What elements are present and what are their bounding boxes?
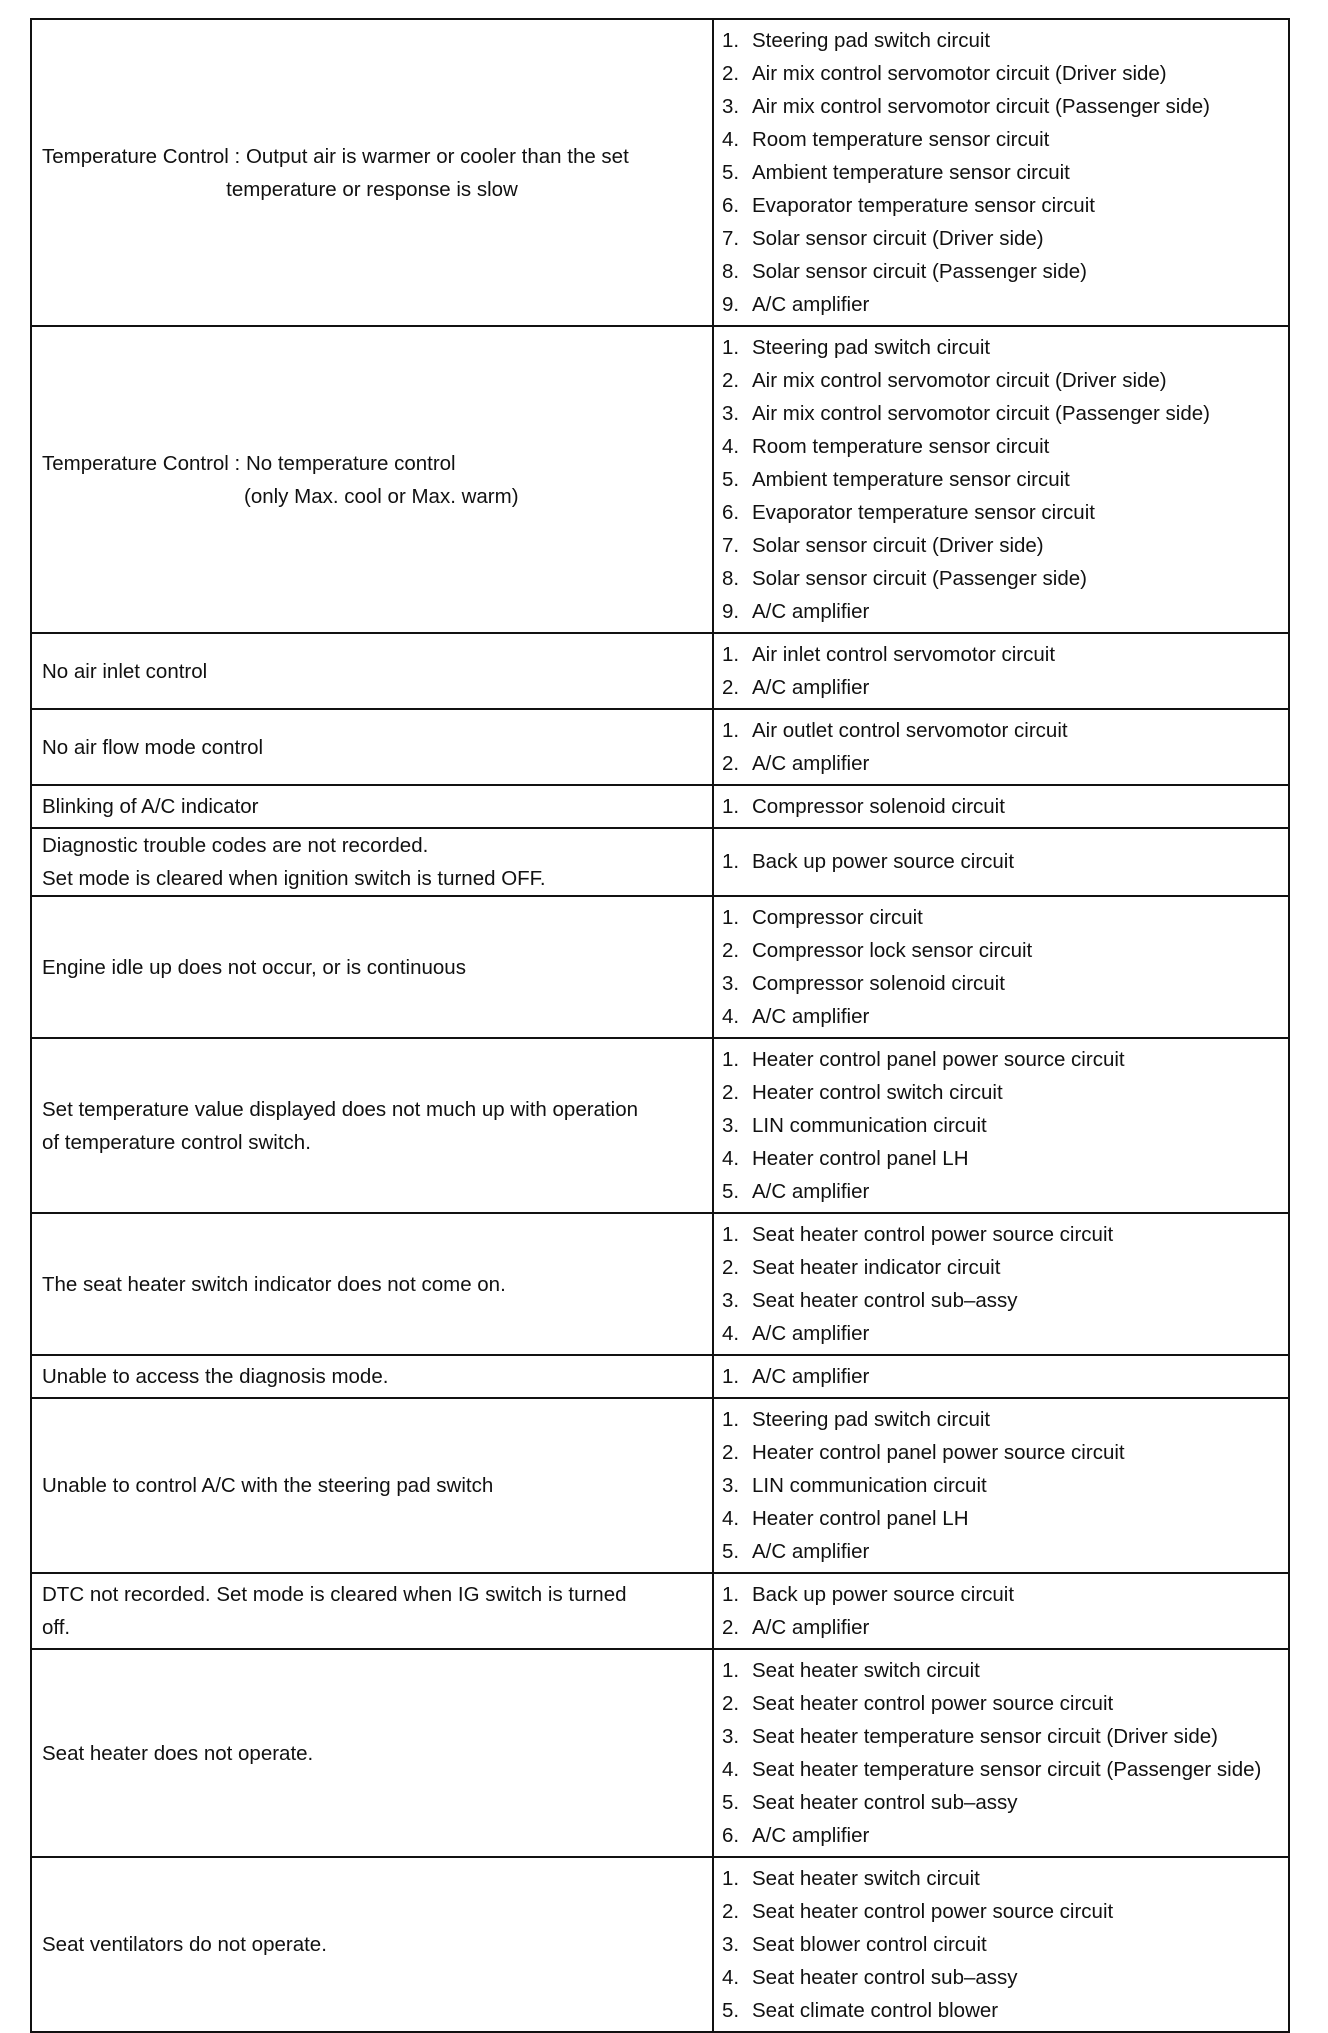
item-number: 4. bbox=[722, 1004, 740, 1028]
trouble-table-sheet bbox=[30, 18, 1290, 2022]
symptom-text: No air inlet control bbox=[42, 659, 208, 683]
item-number: 5. bbox=[722, 1790, 740, 1814]
symptom-cell bbox=[31, 1213, 713, 1355]
item-number: 2. bbox=[722, 1440, 740, 1464]
list-item bbox=[722, 189, 1280, 222]
item-text: LIN communication circuit bbox=[752, 1473, 987, 1497]
item-number: 2. bbox=[722, 751, 740, 775]
item-number: 1. bbox=[722, 1047, 740, 1071]
list-item bbox=[722, 1317, 1280, 1350]
list-item bbox=[722, 1175, 1280, 1208]
list-item bbox=[722, 1961, 1280, 1994]
item-text: Compressor solenoid circuit bbox=[752, 794, 1005, 818]
list-item bbox=[722, 156, 1280, 189]
table-row bbox=[31, 1398, 1289, 1573]
item-number: 1. bbox=[722, 905, 740, 929]
item-number: 2. bbox=[722, 1255, 740, 1279]
table-row bbox=[31, 896, 1289, 1038]
list-item bbox=[722, 1360, 1280, 1393]
item-number: 2. bbox=[722, 1080, 740, 1104]
list-item bbox=[722, 638, 1280, 671]
suspect-area-cell bbox=[713, 633, 1289, 709]
item-number: 4. bbox=[722, 1965, 740, 1989]
item-number: 3. bbox=[722, 971, 740, 995]
item-number: 2. bbox=[722, 368, 740, 392]
item-number: 2. bbox=[722, 1691, 740, 1715]
suspect-area-cell bbox=[713, 1573, 1289, 1649]
table-row bbox=[31, 19, 1289, 326]
item-number: 1. bbox=[722, 794, 740, 818]
item-text: Ambient temperature sensor circuit bbox=[752, 160, 1070, 184]
item-number: 3. bbox=[722, 1724, 740, 1748]
symptom-text: Seat heater does not operate. bbox=[42, 1741, 314, 1765]
suspect-area-cell bbox=[713, 19, 1289, 326]
list-item bbox=[722, 1753, 1280, 1786]
item-text: Seat heater control sub–assy bbox=[752, 1790, 1018, 1814]
item-number: 4. bbox=[722, 1146, 740, 1170]
item-number: 4. bbox=[722, 127, 740, 151]
item-number: 4. bbox=[722, 1321, 740, 1345]
table-row bbox=[31, 633, 1289, 709]
item-number: 3. bbox=[722, 94, 740, 118]
list-item bbox=[722, 1403, 1280, 1436]
item-text: Seat heater temperature sensor circuit (Passenger side) bbox=[752, 1757, 1262, 1781]
item-number: 1. bbox=[722, 1222, 740, 1246]
suspect-area-cell bbox=[713, 1398, 1289, 1573]
list-item bbox=[722, 24, 1280, 57]
symptom-cell bbox=[31, 896, 713, 1038]
list-item bbox=[722, 430, 1280, 463]
item-number: 6. bbox=[722, 1823, 740, 1847]
symptom-cell bbox=[31, 785, 713, 828]
list-item bbox=[722, 1142, 1280, 1175]
item-number: 3. bbox=[722, 1473, 740, 1497]
item-number: 1. bbox=[722, 1658, 740, 1682]
suspect-area-cell bbox=[713, 709, 1289, 785]
item-text: Compressor solenoid circuit bbox=[752, 971, 1005, 995]
list-item bbox=[722, 397, 1280, 430]
item-text: A/C amplifier bbox=[752, 1004, 870, 1028]
symptom-cell bbox=[31, 1398, 713, 1573]
list-item bbox=[722, 1076, 1280, 1109]
item-number: 7. bbox=[722, 226, 740, 250]
list-item bbox=[722, 364, 1280, 397]
table-body bbox=[31, 19, 1289, 2032]
list-item bbox=[722, 901, 1280, 934]
list-item bbox=[722, 595, 1280, 628]
list-item bbox=[722, 1994, 1280, 2027]
list-item bbox=[722, 1720, 1280, 1753]
item-number: 3. bbox=[722, 1288, 740, 1312]
symptom-text: Blinking of A/C indicator bbox=[42, 795, 259, 818]
symptom-text: temperature or response is slow bbox=[226, 177, 518, 201]
list-item bbox=[722, 967, 1280, 1000]
item-text: Air mix control servomotor circuit (Driver side) bbox=[752, 61, 1167, 85]
item-number: 2. bbox=[722, 61, 740, 85]
symptom-cell bbox=[31, 1857, 713, 2032]
list-item bbox=[722, 222, 1280, 255]
item-text: Heater control switch circuit bbox=[752, 1080, 1003, 1104]
table-row bbox=[31, 326, 1289, 633]
list-item bbox=[722, 1000, 1280, 1033]
symptom-text: Set temperature value displayed does not much up with operation bbox=[42, 1097, 639, 1121]
symptom-text: (only Max. cool or Max. warm) bbox=[244, 484, 519, 508]
item-text: A/C amplifier bbox=[752, 1364, 870, 1388]
item-text: Heater control panel LH bbox=[752, 1146, 969, 1170]
item-text: Room temperature sensor circuit bbox=[752, 434, 1050, 458]
symptom-cell bbox=[31, 1038, 713, 1213]
item-number: 8. bbox=[722, 259, 740, 283]
item-number: 1. bbox=[722, 1364, 740, 1388]
item-number: 1. bbox=[722, 28, 740, 52]
list-item bbox=[722, 1578, 1280, 1611]
item-text: A/C amplifier bbox=[752, 675, 870, 699]
list-item bbox=[722, 1654, 1280, 1687]
item-text: Heater control panel power source circuit bbox=[752, 1047, 1125, 1071]
item-text: Solar sensor circuit (Driver side) bbox=[752, 533, 1044, 557]
list-item bbox=[722, 288, 1280, 321]
item-text: Air inlet control servomotor circuit bbox=[752, 642, 1056, 666]
table-row bbox=[31, 1038, 1289, 1213]
item-number: 3. bbox=[722, 1113, 740, 1137]
item-text: Air mix control servomotor circuit (Passenger side) bbox=[752, 94, 1210, 118]
list-item bbox=[722, 562, 1280, 595]
list-item bbox=[722, 529, 1280, 562]
item-text: LIN communication circuit bbox=[752, 1113, 987, 1137]
item-number: 1. bbox=[722, 1866, 740, 1890]
suspect-area-cell bbox=[713, 1038, 1289, 1213]
symptom-cell bbox=[31, 1649, 713, 1857]
symptom-text: Engine idle up does not occur, or is continuous bbox=[42, 955, 466, 979]
list-item bbox=[722, 123, 1280, 156]
item-text: Steering pad switch circuit bbox=[752, 28, 991, 52]
suspect-area-cell bbox=[713, 1213, 1289, 1355]
trouble-symptom-table bbox=[30, 18, 1290, 2033]
item-number: 6. bbox=[722, 500, 740, 524]
item-text: Back up power source circuit bbox=[752, 850, 1015, 873]
item-text: Room temperature sensor circuit bbox=[752, 127, 1050, 151]
item-text: Steering pad switch circuit bbox=[752, 1407, 991, 1431]
symptom-cell bbox=[31, 828, 713, 896]
item-text: Solar sensor circuit (Driver side) bbox=[752, 226, 1044, 250]
list-item bbox=[722, 1611, 1280, 1644]
item-number: 8. bbox=[722, 566, 740, 590]
item-text: Seat heater control sub–assy bbox=[752, 1965, 1018, 1989]
item-text: Evaporator temperature sensor circuit bbox=[752, 500, 1095, 524]
list-item bbox=[722, 671, 1280, 704]
symptom-cell bbox=[31, 1573, 713, 1649]
list-item bbox=[722, 90, 1280, 123]
table-row bbox=[31, 785, 1289, 828]
item-text: A/C amplifier bbox=[752, 599, 870, 623]
item-number: 1. bbox=[722, 335, 740, 359]
symptom-text: Unable to access the diagnosis mode. bbox=[42, 1365, 389, 1388]
table-row bbox=[31, 1355, 1289, 1398]
list-item bbox=[722, 846, 1280, 879]
item-number: 4. bbox=[722, 1506, 740, 1530]
item-number: 5. bbox=[722, 1998, 740, 2022]
item-number: 2. bbox=[722, 1899, 740, 1923]
suspect-area-cell bbox=[713, 785, 1289, 828]
symptom-text: The seat heater switch indicator does not come on. bbox=[42, 1272, 506, 1296]
item-number: 2. bbox=[722, 675, 740, 699]
symptom-cell bbox=[31, 1355, 713, 1398]
item-text: Seat heater switch circuit bbox=[752, 1866, 980, 1890]
suspect-area-cell bbox=[713, 1649, 1289, 1857]
item-text: Seat heater switch circuit bbox=[752, 1658, 980, 1682]
item-text: Back up power source circuit bbox=[752, 1582, 1015, 1606]
symptom-text: off. bbox=[42, 1616, 71, 1639]
symptom-text: Diagnostic trouble codes are not recorded. bbox=[42, 834, 429, 857]
item-number: 5. bbox=[722, 1539, 740, 1563]
suspect-area-cell bbox=[713, 326, 1289, 633]
list-item bbox=[722, 1043, 1280, 1076]
symptom-text: Seat ventilators do not operate. bbox=[42, 1933, 327, 1956]
item-number: 1. bbox=[722, 718, 740, 742]
list-item bbox=[722, 1928, 1280, 1961]
list-item bbox=[722, 255, 1280, 288]
item-text: Seat heater control power source circuit bbox=[752, 1899, 1114, 1923]
item-number: 4. bbox=[722, 434, 740, 458]
item-text: Seat climate control blower bbox=[752, 1998, 999, 2022]
item-number: 2. bbox=[722, 938, 740, 962]
list-item bbox=[722, 1895, 1280, 1928]
suspect-area-cell bbox=[713, 1355, 1289, 1398]
item-text: Heater control panel LH bbox=[752, 1506, 969, 1530]
item-text: Evaporator temperature sensor circuit bbox=[752, 193, 1095, 217]
item-text: A/C amplifier bbox=[752, 1179, 870, 1203]
symptom-cell bbox=[31, 709, 713, 785]
list-item bbox=[722, 1502, 1280, 1535]
item-number: 1. bbox=[722, 1582, 740, 1606]
list-item bbox=[722, 1819, 1280, 1852]
symptom-text: of temperature control switch. bbox=[42, 1130, 311, 1154]
table-row bbox=[31, 1857, 1289, 2032]
list-item bbox=[722, 934, 1280, 967]
list-item bbox=[722, 57, 1280, 90]
list-item bbox=[722, 496, 1280, 529]
item-number: 1. bbox=[722, 1407, 740, 1431]
list-item bbox=[722, 1109, 1280, 1142]
item-text: A/C amplifier bbox=[752, 751, 870, 775]
item-number: 4. bbox=[722, 1757, 740, 1781]
table-row bbox=[31, 709, 1289, 785]
item-text: Heater control panel power source circuit bbox=[752, 1440, 1125, 1464]
list-item bbox=[722, 331, 1280, 364]
symptom-text: Temperature Control : Output air is warmer or cooler than the set bbox=[42, 144, 629, 168]
suspect-area-cell bbox=[713, 1857, 1289, 2032]
list-item bbox=[722, 714, 1280, 747]
item-text: Seat heater control power source circuit bbox=[752, 1691, 1114, 1715]
item-number: 5. bbox=[722, 467, 740, 491]
item-text: Compressor lock sensor circuit bbox=[752, 938, 1033, 962]
item-text: Solar sensor circuit (Passenger side) bbox=[752, 259, 1087, 283]
item-number: 1. bbox=[722, 850, 740, 873]
item-text: Seat heater temperature sensor circuit (Driver side) bbox=[752, 1724, 1218, 1748]
symptom-text: Temperature Control : No temperature control bbox=[42, 451, 456, 475]
list-item bbox=[722, 1687, 1280, 1720]
item-text: Solar sensor circuit (Passenger side) bbox=[752, 566, 1087, 590]
list-item bbox=[722, 1218, 1280, 1251]
list-item bbox=[722, 747, 1280, 780]
item-text: Seat heater control sub–assy bbox=[752, 1288, 1018, 1312]
symptom-text: Unable to control A/C with the steering pad switch bbox=[42, 1474, 494, 1497]
item-number: 1. bbox=[722, 642, 740, 666]
item-text: A/C amplifier bbox=[752, 292, 870, 316]
symptom-text: No air flow mode control bbox=[42, 735, 264, 759]
symptom-cell bbox=[31, 326, 713, 633]
item-number: 2. bbox=[722, 1615, 740, 1639]
item-number: 5. bbox=[722, 1179, 740, 1203]
item-number: 3. bbox=[722, 1932, 740, 1956]
item-text: Seat heater control power source circuit bbox=[752, 1222, 1114, 1246]
table-row bbox=[31, 1573, 1289, 1649]
item-text: A/C amplifier bbox=[752, 1539, 870, 1563]
item-text: Compressor circuit bbox=[752, 905, 923, 929]
item-text: A/C amplifier bbox=[752, 1321, 870, 1345]
symptom-text: DTC not recorded. Set mode is cleared when IG switch is turned bbox=[42, 1583, 627, 1606]
symptom-cell bbox=[31, 19, 713, 326]
item-text: A/C amplifier bbox=[752, 1823, 870, 1847]
table-row bbox=[31, 1213, 1289, 1355]
suspect-area-cell bbox=[713, 828, 1289, 896]
item-text: Seat blower control circuit bbox=[752, 1932, 987, 1956]
item-text: Steering pad switch circuit bbox=[752, 335, 991, 359]
list-item bbox=[722, 1436, 1280, 1469]
item-text: Air outlet control servomotor circuit bbox=[752, 718, 1068, 742]
table-row bbox=[31, 1649, 1289, 1857]
item-number: 6. bbox=[722, 193, 740, 217]
symptom-text: Set mode is cleared when ignition switch is turned OFF. bbox=[42, 867, 546, 890]
list-item bbox=[722, 1251, 1280, 1284]
item-number: 7. bbox=[722, 533, 740, 557]
item-number: 3. bbox=[722, 401, 740, 425]
item-number: 5. bbox=[722, 160, 740, 184]
list-item bbox=[722, 1284, 1280, 1317]
list-item bbox=[722, 1469, 1280, 1502]
item-text: Seat heater indicator circuit bbox=[752, 1255, 1001, 1279]
symptom-cell bbox=[31, 633, 713, 709]
item-text: Ambient temperature sensor circuit bbox=[752, 467, 1070, 491]
list-item bbox=[722, 1862, 1280, 1895]
list-item bbox=[722, 1535, 1280, 1568]
suspect-area-cell bbox=[713, 896, 1289, 1038]
item-number: 9. bbox=[722, 292, 740, 316]
list-item bbox=[722, 463, 1280, 496]
item-text: Air mix control servomotor circuit (Driver side) bbox=[752, 368, 1167, 392]
item-text: A/C amplifier bbox=[752, 1615, 870, 1639]
item-number: 9. bbox=[722, 599, 740, 623]
list-item bbox=[722, 790, 1280, 823]
item-text: Air mix control servomotor circuit (Passenger side) bbox=[752, 401, 1210, 425]
table-row bbox=[31, 828, 1289, 896]
list-item bbox=[722, 1786, 1280, 1819]
